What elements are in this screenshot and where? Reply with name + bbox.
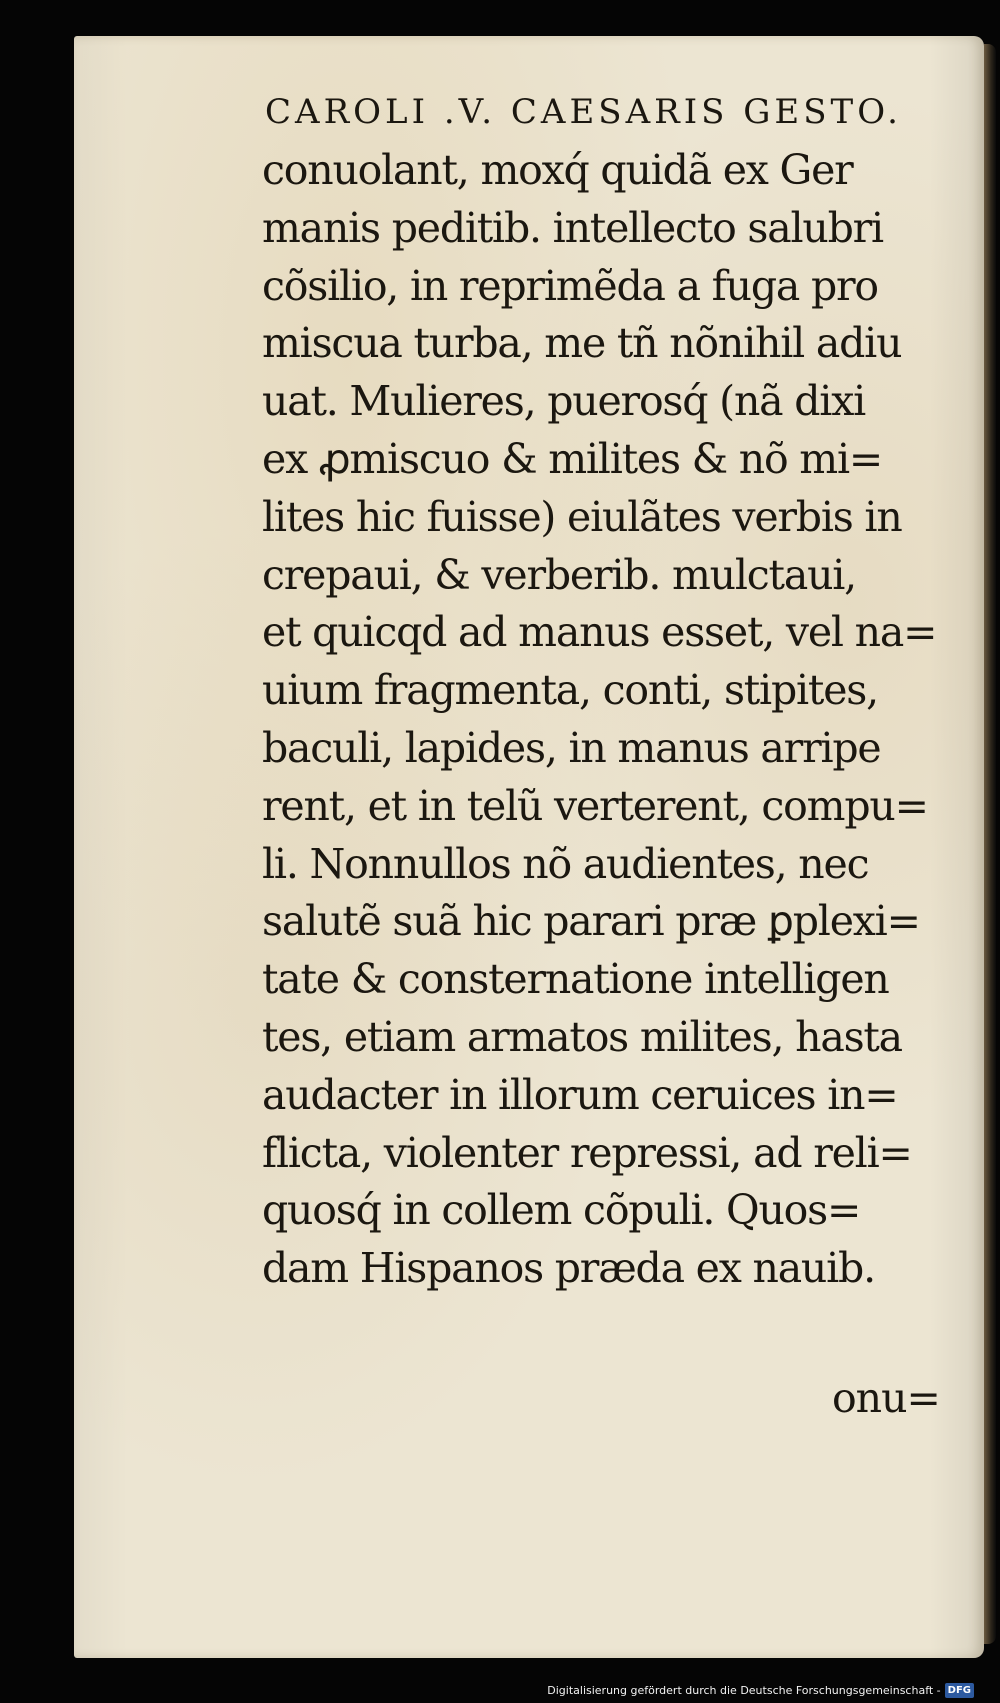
text-line: manis peditib. intellecto salubri	[262, 203, 883, 252]
text-line: rent, et in telũ verterent, compu=	[262, 781, 928, 830]
text-line: quosq́ in collem cõpuli. Quos=	[262, 1186, 861, 1235]
dfg-logo: DFG	[945, 1683, 974, 1698]
text-line: conuolant, moxq́ quidã ex Ger	[262, 146, 853, 194]
text-line: et quicqd ad manus esset, vel na=	[262, 608, 937, 657]
catchword: onu=	[832, 1374, 940, 1422]
text-line: miscua turba, me tñ nõnihil adiu	[262, 319, 902, 368]
text-block	[262, 142, 942, 1298]
text-line: lites hic fuisse) eiulãtes verbis in	[262, 492, 902, 541]
text-line: crepaui, & verberib. mulctaui,	[262, 550, 857, 599]
running-head: CAROLI .V. CAESARIS GESTO.	[265, 92, 902, 132]
text-line: salutẽ suã hic parari præ ꝑplexi=	[262, 897, 920, 946]
text-line: tate & consternatione intelligen	[262, 955, 889, 1004]
text-line: baculi, lapides, in manus arripe	[262, 723, 881, 772]
digitization-credit	[547, 1681, 974, 1699]
text-line: ex ꝓmiscuo & milites & nõ mi=	[262, 434, 883, 483]
text-line: tes, etiam armatos milites, hasta	[262, 1012, 902, 1061]
text-line: li. Nonnullos nõ audientes, nec	[262, 839, 869, 888]
text-line: dam Hispanos præda ex nauib.	[262, 1244, 875, 1293]
credit-text: Digitalisierung gefördert durch die Deutsche Forschungsgemeinschaft -	[547, 1683, 941, 1697]
text-line: audacter in illorum ceruices in=	[262, 1070, 898, 1119]
text-line: uat. Mulieres, puerosq́ (nã dixi	[262, 377, 866, 426]
page-edge	[984, 44, 996, 1644]
text-line: uium fragmenta, conti, stipites,	[262, 666, 878, 715]
text-line: cõsilio, in reprimẽda a fuga pro	[262, 261, 878, 310]
text-line: flicta, violenter repressi, ad reli=	[262, 1128, 912, 1177]
